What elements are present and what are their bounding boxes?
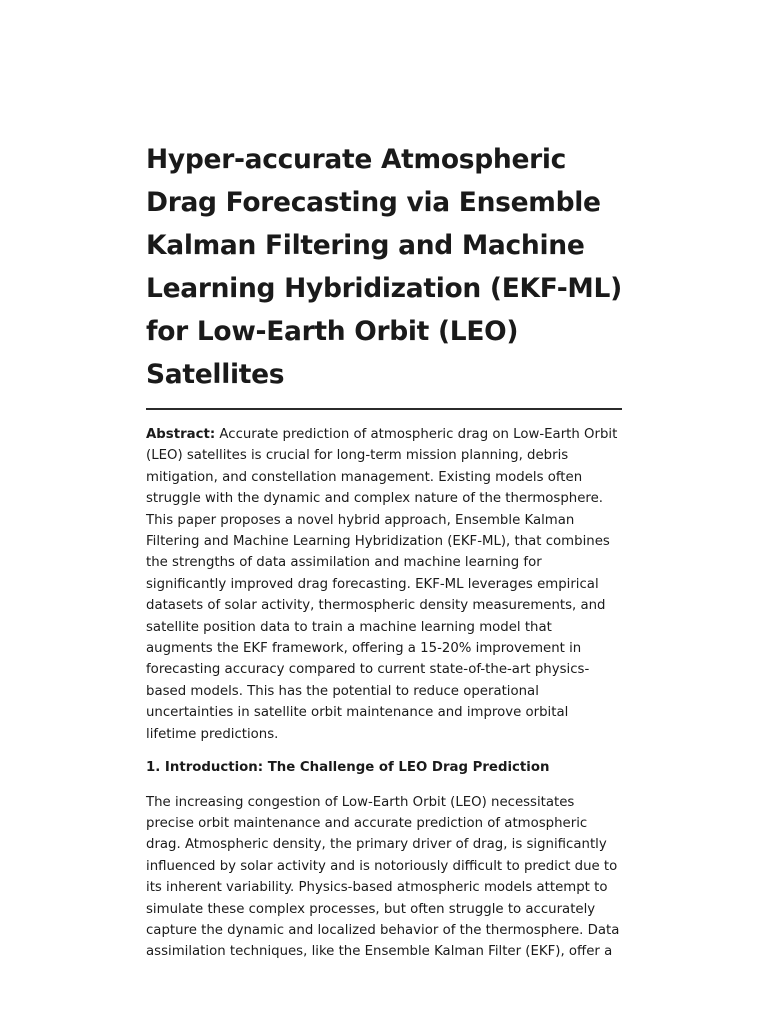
- introduction-paragraph: The increasing congestion of Low-Earth Orbit (LEO) necessitates precise orbit maintenance and accurate prediction of atmospheric drag. Atmospheric density, the primary driver of drag, is significantly influenced by solar activity and is notoriously difficult to predict due to its inherent variability. Physics-based atmospheric models attempt to simulate these complex processes, but often struggle to accurately capture the dynamic and localized behavior of the thermosphere. Data assimilation techniques, like the Ensemble Kalman Filter (EKF), offer a: [146, 794, 620, 960]
- section-heading-introduction: 1. Introduction: The Challenge of LEO Drag Prediction: [146, 760, 550, 776]
- paper-page: [146, 138, 622, 963]
- abstract-paragraph: [146, 424, 622, 745]
- paper-title: Hyper-accurate Atmospheric Drag Forecasting via Ensemble Kalman Filtering and Machine Learning Hybridization (EKF-ML) for Low-Earth Orbit (LEO) Satellites: [146, 144, 622, 390]
- title-divider: [146, 408, 622, 410]
- abstract-text: Accurate prediction of atmospheric drag on Low-Earth Orbit (LEO) satellites is crucial for long-term mission planning, debris mitigation, and constellation management. Existing models often struggle with the dynamic and complex nature of the thermosphere. This paper proposes a novel hybrid approach, Ensemble Kalman Filtering and Machine Learning Hybridization (EKF-ML), that combines the strengths of data assimilation and machine learning for significantly improved drag forecasting. EKF-ML leverages empirical datasets of solar activity, thermospheric density measurements, and satellite position data to train a machine learning model that augments the EKF framework, offering a 15-20% improvement in forecasting accuracy compared to current state-of-the-art physics-based models. This has the potential to reduce operational uncertainties in satellite orbit maintenance and improve orbital lifetime predictions.: [146, 427, 618, 742]
- abstract-label: Abstract:: [146, 427, 216, 442]
